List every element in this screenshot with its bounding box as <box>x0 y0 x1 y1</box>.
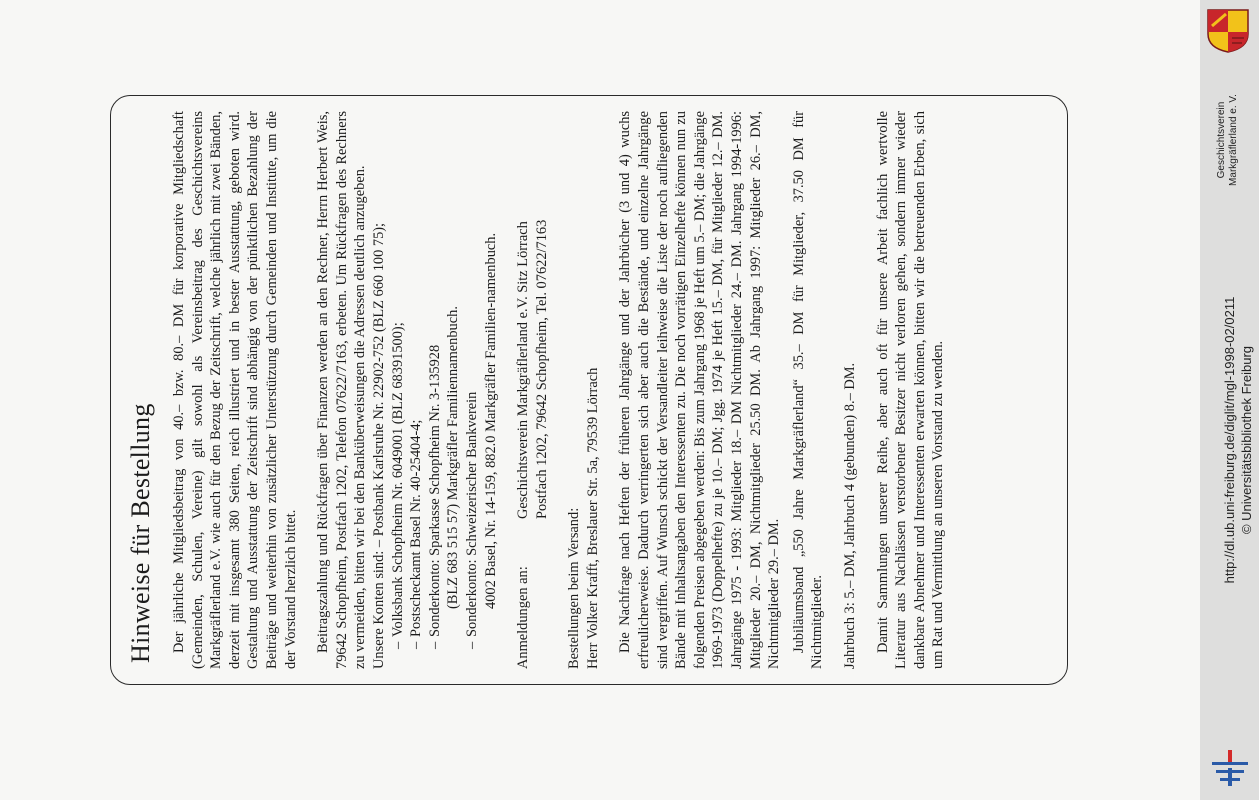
society-name: Geschichtsverein Markgräflerland e. V. <box>1216 94 1239 186</box>
bank-accounts <box>370 111 500 669</box>
back-issues-paragraph: Die Nachfrage nach Heften der früheren Jahrgänge und der Jahrbücher (3 und 4) wuchs erfreulicherweise. Dadurch verringerten sich aber auch die Bestände, und einzelne Jahrgänge sind vergriffen. Auf Wunsch schickt der Versandleiter leihweise die Liste der noch aufliegenden Bände mit Inhaltsangaben den Interessenten zu. Die noch vorrätigen Einzelhefte können nun zu folgenden Preisen abgegeben werden: Bis zum Jahrgang 1968 je Heft um 5.– DM; die Jahrgänge 1969-1973 (Doppelhefte) zu je 10.– DM; Jgg. 1974 je Heft 15.– DM, für Mitglieder 12.– DM. Jahrgänge 1975 - 1993: Mitglieder 18.– DM Nichtmitglieder 24.– DM. Jahrgang 1994-1996: Mitglieder 20.– DM, Nichtmitglieder 25.50 DM. Ab Jahrgang 1997: Mitglieder 26.– DM, Nichtmitglieder 29.– DM. <box>617 111 783 669</box>
payment-paragraph: Beitragszahlung und Rückfragen über Finanzen werden an den Rechner, Herrn Herbert Weis, 79642 Schopfheim, Postfach 1202, Telefon 07622/7163, erbeten. Um Rückfragen des Rechners zu vermeiden, bitten wir bei den Banküberweisungen die Adressen deutlich anzugeben. <box>315 111 369 669</box>
registration-label: Anmeldungen an: <box>515 566 532 669</box>
library-credit: © Universitätsbibliothek Freiburg <box>1239 345 1254 535</box>
registration-address: Geschichtsverein Markgräflerland e.V. Sitz Lörrach Postfach 1202, 79642 Schopfheim, Tel. 07622/7163 <box>515 219 550 519</box>
account-item: –Postscheckamt Basel Nr. 40-25404-4; <box>408 419 425 649</box>
anniversary-volume-paragraph: Jubiläumsband „550 Jahre Markgräflerland“ 35.– DM für Mitglieder, 37.50 DM für Nichtmitglieder. <box>790 111 826 669</box>
shipping-label: Bestellungen beim Versand: <box>566 507 583 669</box>
bank-accounts-list <box>389 111 501 669</box>
account-item: 4002 Basel, Nr. 14-159, 882.0 Markgräfler Familien-namenbuch. <box>482 232 499 609</box>
registration-block <box>514 111 551 669</box>
yearbook-paragraph: Jahrbuch 3: 5.– DM, Jahrbuch 4 (gebunden) 8.– DM. <box>842 362 858 669</box>
coat-of-arms-icon <box>1206 8 1250 54</box>
bank-accounts-lead: Unsere Konten sind: – Postbank Karlsruhe Nr. 22902-752 (BLZ 660 100 75); <box>370 222 387 669</box>
account-item: –Volksbank Schopfheim Nr. 6049001 (BLZ 68391500); <box>389 322 406 649</box>
document-content <box>114 101 1064 679</box>
shipping-block <box>565 111 602 669</box>
shipping-address: Herr Volker Krafft, Breslauer Str. 5a, 79539 Lörrach <box>584 367 601 669</box>
membership-paragraph: Der jährliche Mitgliedsbeitrag von 40.– bzw. 80.– DM für korporative Mitgliedschaft (Gemeinden, Schulen, Vereine) gilt sowohl als Vereinsbeitrag des Geschichtsvereins Markgräflerland e.V. wie auch für den Bezug der Zeitschrift, welche jährlich mit zwei Bänden, derzeit mit insgesamt 380 Seiten, reich illustriert und in bester Ausstattung, geboten wird. Gestaltung und Ausstattung der Zeitschrift sind abhängig von der pünktlichen Bezahlung der Beiträge und weiterhin von zusätzlicher Unterstützung durch Gemeinden und Institute, um die der Vorstand herzlich bittet. <box>171 111 299 669</box>
page-title: Hinweise für Bestellung <box>126 403 155 663</box>
source-url-link[interactable]: http://dl.ub.uni-freiburg.de/diglit/mgl-1998-02/0211 <box>1222 296 1237 584</box>
account-item: –Sonderkonto: Schweizerischer Bankverein <box>463 391 480 649</box>
account-item: (BLZ 683 515 57) Markgräfler Familiennamenbuch. <box>445 306 462 609</box>
document-body <box>170 111 948 669</box>
collections-paragraph: Damit Sammlungen unserer Reihe, aber auch oft für unsere Arbeit fachlich wertvolle Literatur aus Nachlässen verstorbener Besitzer nicht verloren gehen, sondern immer wieder dankbare Abnehmer und Interessenten erwarten können, bitten wir die betreuenden Erben, sich um Rat und Vermittlung an unseren Vorstand zu wenden. <box>874 111 947 669</box>
ub-freiburg-logo-icon <box>1210 748 1250 788</box>
account-item: –Sonderkonto: Sparkasse Schopfheim Nr. 3-135928 <box>426 344 443 649</box>
citation-text <box>1221 297 1255 584</box>
